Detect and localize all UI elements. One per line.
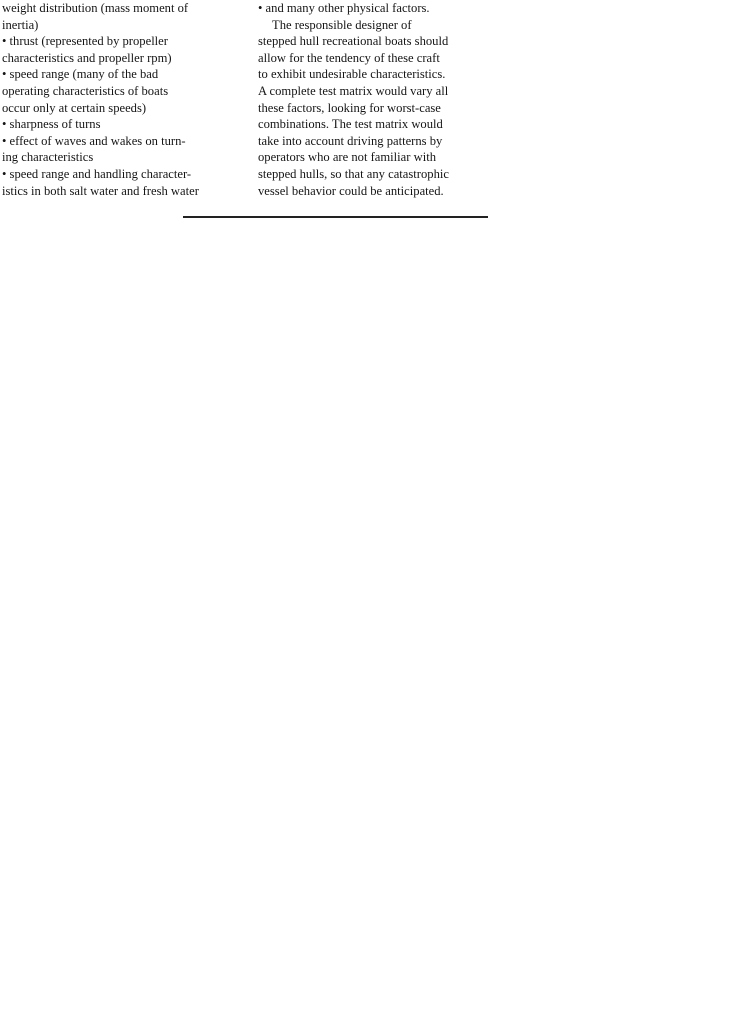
text-line: A complete test matrix would vary all	[258, 83, 449, 98]
text-line: combinations. The test matrix would	[258, 117, 443, 132]
column-middle	[258, 0, 498, 199]
bullet-item: • speed range (many of the bad	[2, 67, 159, 82]
text-line: characteristics and propeller rpm)	[2, 50, 172, 65]
text-line: weight distribution (mass moment of	[2, 1, 189, 15]
column-left	[2, 0, 242, 199]
text-line: to exhibit undesirable characteristics.	[258, 67, 446, 82]
text-line: operating characteristics of boats	[2, 83, 169, 98]
text-line: take into account driving patterns by	[258, 133, 443, 148]
bullet-item: • speed range and handling character-	[2, 166, 192, 181]
text-line: ing characteristics	[2, 150, 94, 165]
bullet-item: • effect of waves and wakes on turn-	[2, 133, 186, 148]
text-line: operators who are not familiar with	[258, 150, 437, 165]
bullet-item: • thrust (represented by propeller	[2, 34, 168, 49]
section-divider	[183, 216, 488, 218]
bullet-item: • and many other physical factors.	[258, 1, 430, 15]
text-line: occur only at certain speeds)	[2, 100, 147, 115]
text-line: allow for the tendency of these craft	[258, 50, 440, 65]
text-line: these factors, looking for worst-case	[258, 100, 441, 115]
bullet-item: • sharpness of turns	[2, 117, 101, 132]
text-line: istics in both salt water and fresh water	[2, 183, 199, 198]
text-line: inertia)	[2, 17, 39, 32]
text-line: stepped hulls, so that any catastrophic	[258, 166, 449, 181]
text-line: stepped hull recreational boats should	[258, 34, 449, 49]
text-line: The responsible designer of	[272, 17, 412, 32]
text-line: vessel behavior could be anticipated.	[258, 183, 444, 198]
